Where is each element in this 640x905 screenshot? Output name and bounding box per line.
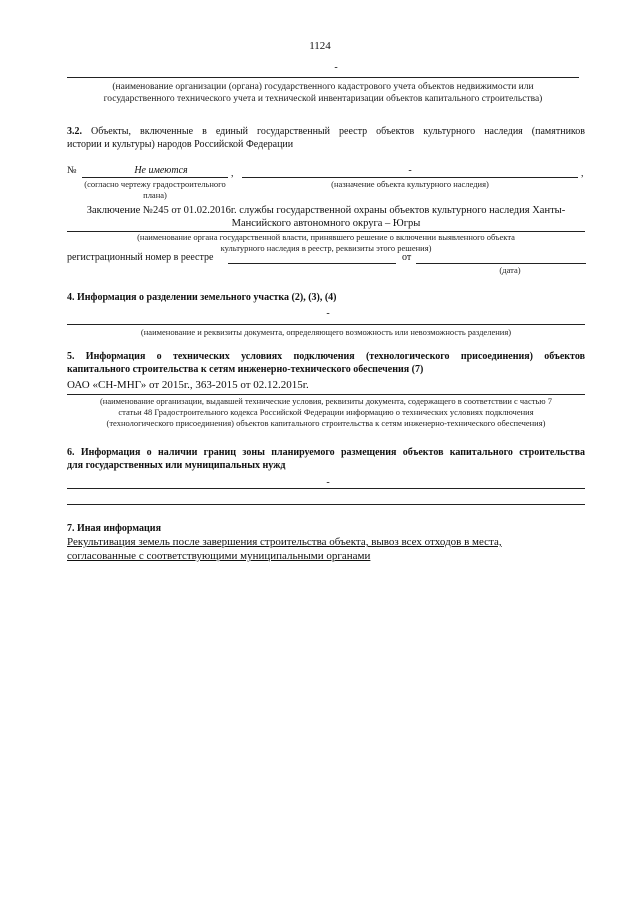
reg-number-rule <box>228 263 396 264</box>
comma-1: , <box>231 168 234 179</box>
object-name-rule <box>242 177 578 178</box>
comma-2: , <box>581 168 584 179</box>
section-7-heading: 7. Иная информация <box>67 523 161 534</box>
object-name-caption: (назначение объекта культурного наследия) <box>331 179 489 189</box>
reg-number-label: регистрационный номер в реестре <box>67 252 214 263</box>
section-3-2-heading-line-1: Объекты, включенные в единый государственный реестр объектов культурного наследия (памятников <box>91 126 585 137</box>
conclusion-line-2: Мансийского автономного округа – Югры <box>231 218 421 229</box>
page-number: 1124 <box>309 40 331 52</box>
from-label: от <box>402 252 412 263</box>
section-5-heading-line-1: 5. Информация о технических условиях подключения (технологического присоединения) объектов <box>67 351 585 362</box>
drawing-caption-line-1: (согласно чертежу градостроительного <box>84 179 226 189</box>
top-dash: - <box>334 62 338 73</box>
section-7-line-2: согласованные с соответствующими муниципальными органами <box>67 550 371 562</box>
top-caption <box>60 81 586 105</box>
number-label: № <box>67 165 77 176</box>
section-6-rule-2 <box>67 504 585 505</box>
top-rule <box>67 77 579 78</box>
section-5-heading <box>67 350 585 376</box>
organ-caption-line-2: культурного наследия в реестр, реквизиты этого решения) <box>220 243 432 253</box>
section-6-heading-line-1: 6. Информация о наличии границ зоны планируемого размещения объектов капитального строительства <box>67 447 585 458</box>
date-rule <box>416 263 586 264</box>
section-5-caption-line-3: (технологического присоединения) объектов капитального строительства к сетям инженерно-технического обеспечения) <box>106 418 546 428</box>
section-5-heading-line-2: капитального строительства к сетям инженерно-технического обеспечения (7) <box>67 364 424 375</box>
section-6-heading-line-2: для государственных или муниципальных нужд <box>67 460 286 471</box>
number-value: Не имеются <box>134 165 188 176</box>
section-6-heading <box>67 446 585 472</box>
section-5-caption-line-1: (наименование организации, выдавшей технические условия, реквизиты документа, содержащего в соответствии с частью 7 <box>99 396 553 406</box>
section-6-value: - <box>326 477 330 488</box>
number-rule <box>82 177 228 178</box>
date-caption: (дата) <box>499 265 521 275</box>
section-5-rule <box>67 394 585 395</box>
section-3-2-heading-line-2: истории и культуры) народов Российской Федерации <box>67 139 294 150</box>
section-4-value: - <box>326 308 330 319</box>
section-3-2-heading <box>67 125 585 151</box>
drawing-caption-line-2: плана) <box>143 190 167 200</box>
organ-caption-line-1: (наименование органа государственной власти, принявшего решение о включении выявленного объекта <box>137 232 515 242</box>
conclusion-text <box>67 204 585 230</box>
top-caption-line-1: (наименование организации (органа) государственного кадастрового учета объектов недвижимости или <box>112 82 534 92</box>
section-7-text <box>67 535 587 563</box>
section-4-caption: (наименование и реквизиты документа, определяющего возможность или невозможность разделения) <box>140 327 512 337</box>
object-name-value: - <box>408 165 412 176</box>
section-5-caption-line-2: статьи 48 Градостроительного кодекса Российской Федерации информацию о технических условиях подключения <box>118 407 534 417</box>
top-caption-line-2: государственного технического учета и технической инвентаризации объектов капитального строительства) <box>103 94 543 104</box>
section-5-value: ОАО «СН-МНГ» от 2015г., 363-2015 от 02.12.2015г. <box>67 379 309 391</box>
section-6-rule-1 <box>67 488 585 489</box>
section-7-line-1: Рекультивация земель после завершения строительства объекта, вывоз всех отходов в места, <box>67 536 502 548</box>
drawing-caption <box>80 179 230 201</box>
section-5-caption <box>62 396 590 429</box>
conclusion-line-1: Заключение №245 от 01.02.2016г. службы государственной охраны объектов культурного наследия Ханты- <box>86 205 566 216</box>
section-4-heading: 4. Информация о разделении земельного участка (2), (3), (4) <box>67 292 337 303</box>
section-3-2-number: 3.2. <box>67 126 82 137</box>
section-4-rule <box>67 324 585 325</box>
